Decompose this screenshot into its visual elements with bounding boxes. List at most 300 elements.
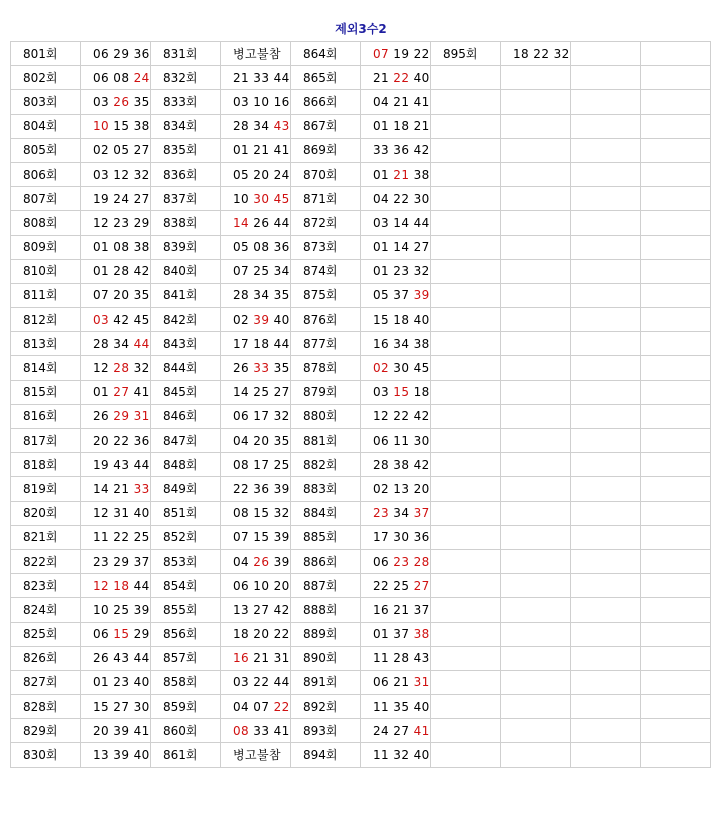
round-cell: 890회 [291,646,361,670]
number: 40 [413,699,430,714]
round-cell: 836회 [151,162,221,186]
number: 31 [273,651,290,666]
number: 03 [233,94,250,109]
excluded-number: 28 [413,554,430,569]
excluded-number: 22 [273,699,290,714]
number: 45 [133,312,150,327]
number: 07 [233,264,250,279]
number: 39 [273,481,290,496]
excluded-number: 21 [393,167,410,182]
round-cell: 886회 [291,549,361,573]
number: 21 [393,602,410,617]
round-cell: 852회 [151,525,221,549]
round-cell [571,90,641,114]
number: 37 [413,602,430,617]
number: 14 [93,481,110,496]
number: 34 [273,264,290,279]
numbers-cell [221,162,291,186]
number: 08 [233,506,250,521]
round-cell: 833회 [151,90,221,114]
table-row [11,646,711,670]
round-cell: 875회 [291,283,361,307]
number: 06 [373,554,390,569]
excluded-number: 37 [413,506,430,521]
numbers-cell [221,187,291,211]
numbers-cell [221,549,291,573]
round-cell [571,187,641,211]
number: 14 [393,215,410,230]
round-cell [571,477,641,501]
round-cell: 813회 [11,332,81,356]
number: 14 [233,385,250,400]
number: 34 [113,336,130,351]
number: 38 [133,119,150,134]
numbers-cell [641,574,711,598]
round-cell [571,138,641,162]
numbers-cell [501,646,571,670]
round-cell: 857회 [151,646,221,670]
round-cell: 828회 [11,695,81,719]
excluded-number: 22 [393,70,410,85]
numbers-cell: 병고불참 [221,42,291,66]
number: 36 [253,481,270,496]
numbers-cell [641,235,711,259]
number: 21 [253,143,270,158]
numbers-cell [501,42,571,66]
number: 42 [113,312,130,327]
number: 29 [133,215,150,230]
round-cell [571,114,641,138]
table-row [11,66,711,90]
round-cell: 882회 [291,453,361,477]
number: 22 [113,433,130,448]
number: 40 [413,312,430,327]
round-cell: 801회 [11,42,81,66]
excluded-number: 08 [233,723,250,738]
numbers-cell [501,283,571,307]
round-cell: 895회 [431,42,501,66]
numbers-cell [501,670,571,694]
number: 02 [373,481,390,496]
excluded-number: 10 [93,119,110,134]
numbers-cell [221,670,291,694]
round-cell: 848회 [151,453,221,477]
numbers-cell [81,501,151,525]
number: 37 [393,627,410,642]
number: 18 [253,336,270,351]
number: 34 [253,288,270,303]
round-cell [431,235,501,259]
round-cell [571,235,641,259]
numbers-cell [221,574,291,598]
round-cell: 847회 [151,429,221,453]
number: 36 [413,530,430,545]
numbers-cell [641,162,711,186]
round-cell [571,66,641,90]
number: 38 [133,240,150,255]
round-cell [431,429,501,453]
numbers-cell [641,477,711,501]
number: 21 [413,119,430,134]
number: 43 [113,457,130,472]
round-cell: 885회 [291,525,361,549]
number: 17 [373,530,390,545]
numbers-cell [221,525,291,549]
number: 27 [253,602,270,617]
round-cell [571,42,641,66]
round-cell [571,719,641,743]
number: 19 [93,191,110,206]
table-row [11,429,711,453]
numbers-cell [81,477,151,501]
round-cell [431,695,501,719]
numbers-cell [361,622,431,646]
number: 06 [93,70,110,85]
number: 32 [273,506,290,521]
round-cell [571,404,641,428]
number: 35 [133,94,150,109]
numbers-cell [221,477,291,501]
numbers-cell [501,66,571,90]
numbers-cell [221,453,291,477]
number: 10 [253,94,270,109]
number: 03 [373,385,390,400]
table-row [11,743,711,767]
numbers-cell [81,138,151,162]
numbers-cell [361,404,431,428]
table-row [11,138,711,162]
numbers-cell [361,719,431,743]
numbers-cell [81,356,151,380]
round-cell: 822회 [11,549,81,573]
round-cell: 871회 [291,187,361,211]
numbers-cell [501,525,571,549]
number: 35 [273,361,290,376]
round-cell [431,646,501,670]
round-cell: 878회 [291,356,361,380]
round-cell: 840회 [151,259,221,283]
number: 28 [233,288,250,303]
excluded-number: 26 [113,94,130,109]
numbers-cell [501,356,571,380]
numbers-cell [361,574,431,598]
number: 25 [253,385,270,400]
number: 18 [233,627,250,642]
number: 16 [373,336,390,351]
excluded-number: 15 [393,385,410,400]
round-cell [431,211,501,235]
round-cell: 824회 [11,598,81,622]
number: 36 [393,143,410,158]
numbers-cell [501,501,571,525]
numbers-cell [641,429,711,453]
numbers-cell [81,380,151,404]
number: 21 [253,651,270,666]
numbers-cell [221,138,291,162]
draw-results-table [10,41,711,768]
table-row [11,525,711,549]
table-row [11,380,711,404]
number: 37 [133,554,150,569]
numbers-cell [81,235,151,259]
number: 33 [373,143,390,158]
number: 40 [413,70,430,85]
excluded-number: 33 [133,481,150,496]
round-cell: 858회 [151,670,221,694]
number: 36 [133,433,150,448]
round-cell: 812회 [11,308,81,332]
number: 01 [373,240,390,255]
number: 03 [93,167,110,182]
table-row [11,187,711,211]
table-row [11,211,711,235]
round-cell: 851회 [151,501,221,525]
numbers-cell [501,453,571,477]
table-row [11,574,711,598]
round-cell: 853회 [151,549,221,573]
round-cell: 805회 [11,138,81,162]
round-cell [431,283,501,307]
round-cell: 883회 [291,477,361,501]
round-cell: 861회 [151,743,221,767]
round-cell: 872회 [291,211,361,235]
table-row [11,670,711,694]
numbers-cell [221,283,291,307]
number: 16 [273,94,290,109]
number: 01 [93,675,110,690]
numbers-cell [501,162,571,186]
round-cell [431,598,501,622]
number: 28 [393,651,410,666]
number: 44 [273,336,290,351]
number: 22 [533,46,550,61]
table-row [11,259,711,283]
number: 24 [113,191,130,206]
excluded-number: 14 [233,215,250,230]
round-cell: 879회 [291,380,361,404]
numbers-cell [501,549,571,573]
excluded-number: 41 [413,723,430,738]
numbers-cell [221,501,291,525]
numbers-cell [501,743,571,767]
round-cell: 880회 [291,404,361,428]
numbers-cell [221,646,291,670]
numbers-cell [501,622,571,646]
number: 42 [413,143,430,158]
numbers-cell [641,598,711,622]
number: 26 [93,651,110,666]
number: 21 [393,675,410,690]
number: 20 [273,578,290,593]
number: 06 [93,46,110,61]
number: 30 [393,530,410,545]
excluded-number: 23 [393,554,410,569]
number: 06 [373,433,390,448]
round-cell [571,283,641,307]
round-cell [571,332,641,356]
numbers-cell [221,66,291,90]
number: 01 [373,167,390,182]
excluded-number: 43 [273,119,290,134]
number: 24 [273,167,290,182]
numbers-cell [641,283,711,307]
number: 25 [393,578,410,593]
round-cell: 819회 [11,477,81,501]
numbers-cell [361,308,431,332]
table-row [11,477,711,501]
excluded-number: 23 [373,506,390,521]
number: 17 [233,336,250,351]
numbers-cell [501,598,571,622]
excluded-number: 27 [113,385,130,400]
number: 05 [113,143,130,158]
numbers-cell [641,356,711,380]
numbers-cell [81,259,151,283]
number: 31 [113,506,130,521]
numbers-cell [81,211,151,235]
table-row [11,598,711,622]
number: 33 [253,70,270,85]
number: 22 [113,530,130,545]
number: 07 [253,699,270,714]
numbers-cell [361,429,431,453]
table-row [11,719,711,743]
round-cell: 856회 [151,622,221,646]
round-cell: 891회 [291,670,361,694]
round-cell: 821회 [11,525,81,549]
round-cell: 841회 [151,283,221,307]
round-cell [431,308,501,332]
round-cell: 867회 [291,114,361,138]
numbers-cell [641,90,711,114]
round-cell: 846회 [151,404,221,428]
table-row [11,114,711,138]
round-cell [431,114,501,138]
numbers-cell [81,525,151,549]
number: 19 [93,457,110,472]
number: 35 [273,433,290,448]
number: 01 [93,264,110,279]
numbers-cell [221,598,291,622]
round-cell: 873회 [291,235,361,259]
table-row [11,308,711,332]
numbers-cell [361,332,431,356]
round-cell: 804회 [11,114,81,138]
numbers-cell [361,283,431,307]
number: 04 [233,699,250,714]
numbers-cell [221,429,291,453]
round-cell: 881회 [291,429,361,453]
number: 44 [273,70,290,85]
numbers-cell [81,622,151,646]
number: 18 [513,46,530,61]
number: 28 [233,119,250,134]
round-cell: 809회 [11,235,81,259]
number: 39 [113,723,130,738]
number: 42 [413,457,430,472]
round-cell: 826회 [11,646,81,670]
round-cell [571,670,641,694]
round-cell: 814회 [11,356,81,380]
round-cell: 870회 [291,162,361,186]
number: 26 [93,409,110,424]
numbers-cell [501,211,571,235]
number: 01 [233,143,250,158]
numbers-cell [221,308,291,332]
number: 44 [133,578,150,593]
number: 39 [113,748,130,763]
round-cell: 832회 [151,66,221,90]
numbers-cell [221,695,291,719]
numbers-cell [81,283,151,307]
number: 08 [113,240,130,255]
numbers-cell [81,114,151,138]
numbers-cell [501,138,571,162]
numbers-cell [641,622,711,646]
round-cell: 854회 [151,574,221,598]
round-cell [571,598,641,622]
number: 07 [233,530,250,545]
numbers-cell [81,332,151,356]
round-cell [571,622,641,646]
round-cell: 877회 [291,332,361,356]
number: 32 [273,409,290,424]
number: 05 [233,240,250,255]
round-cell [571,549,641,573]
numbers-cell [641,719,711,743]
number: 27 [113,699,130,714]
number: 01 [93,385,110,400]
number: 20 [413,481,430,496]
number: 13 [233,602,250,617]
number: 04 [373,191,390,206]
page-title: 제외3수2 [335,22,387,36]
round-cell: 806회 [11,162,81,186]
round-cell: 802회 [11,66,81,90]
numbers-cell [221,404,291,428]
number: 40 [133,748,150,763]
round-cell: 894회 [291,743,361,767]
round-cell [431,525,501,549]
numbers-cell [501,90,571,114]
excluded-number: 44 [133,336,150,351]
round-cell: 823회 [11,574,81,598]
number: 15 [113,119,130,134]
numbers-cell [221,235,291,259]
round-cell [571,308,641,332]
number: 02 [233,312,250,327]
round-cell [571,501,641,525]
round-cell: 803회 [11,90,81,114]
round-cell [431,90,501,114]
number: 20 [253,627,270,642]
numbers-cell [641,525,711,549]
round-cell [431,574,501,598]
numbers-cell [641,549,711,573]
numbers-cell [641,453,711,477]
numbers-cell [81,66,151,90]
round-cell: 820회 [11,501,81,525]
number: 32 [553,46,570,61]
number: 36 [133,46,150,61]
numbers-cell [641,308,711,332]
number: 23 [393,264,410,279]
numbers-cell [361,259,431,283]
number: 04 [233,433,250,448]
table-row [11,42,711,66]
number: 13 [393,481,410,496]
excluded-number: 15 [113,627,130,642]
